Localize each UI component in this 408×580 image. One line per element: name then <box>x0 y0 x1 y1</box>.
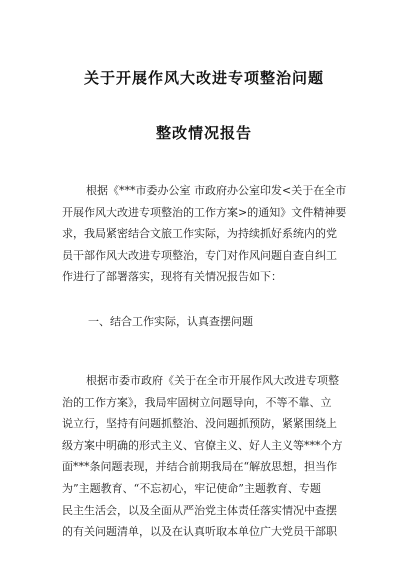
paragraph-2-line: 级方案中明确的形式主义、官僚主义、好人主义等***个方 <box>62 438 343 452</box>
paragraph-1-line: 开展作风大改进专项整治的工作方案>的通知》文件精神要 <box>62 205 347 219</box>
document-title-line-2: 整改情况报告 <box>155 124 252 142</box>
paragraph-2-line: 根据市委市政府《关于在全市开展作风大改进专项整 <box>86 374 339 387</box>
section-1-heading: 一、结合工作实际，认真查摆问题 <box>88 315 253 328</box>
paragraph-2-line: 治的工作方案》，我局牢固树立问题导向，不等不靠、立 <box>62 395 332 409</box>
paragraph-1-line: 作进行了部署落实，现将有关情况报告如下： <box>62 270 282 284</box>
paragraph-2-line: 为”主题教育、“不忘初心，牢记使命”主题教育、专题 <box>62 481 321 495</box>
paragraph-1-line: 员干部作风大改进专项整治，专门对作风问题自查自纠工 <box>62 248 337 262</box>
paragraph-2-line: 说立行，坚持有问题抓整治、没问题抓预防，紧紧围绕上 <box>62 417 337 431</box>
paragraph-2-line: 的有关问题清单，以及在认真听取本单位广大党员干部职 <box>62 525 337 539</box>
paragraph-1-line: 求，我局紧密结合文旅工作实际，为持续抓好系统内的党 <box>62 227 337 241</box>
document-title-line-1: 关于开展作风大改进专项整治问题 <box>83 69 324 87</box>
paragraph-2-line: 民主生活会，以及全面从严治党主体责任落实情况中查摆 <box>62 503 337 517</box>
paragraph-1 <box>62 180 348 288</box>
paragraph-2-line: 面***条问题表现，并结合前期我局在“解放思想，担当作 <box>62 460 338 474</box>
paragraph-2 <box>62 370 348 543</box>
paragraph-1-line: 根据《***市委办公室 市政府办公室印发<关于在全市 <box>86 184 347 197</box>
